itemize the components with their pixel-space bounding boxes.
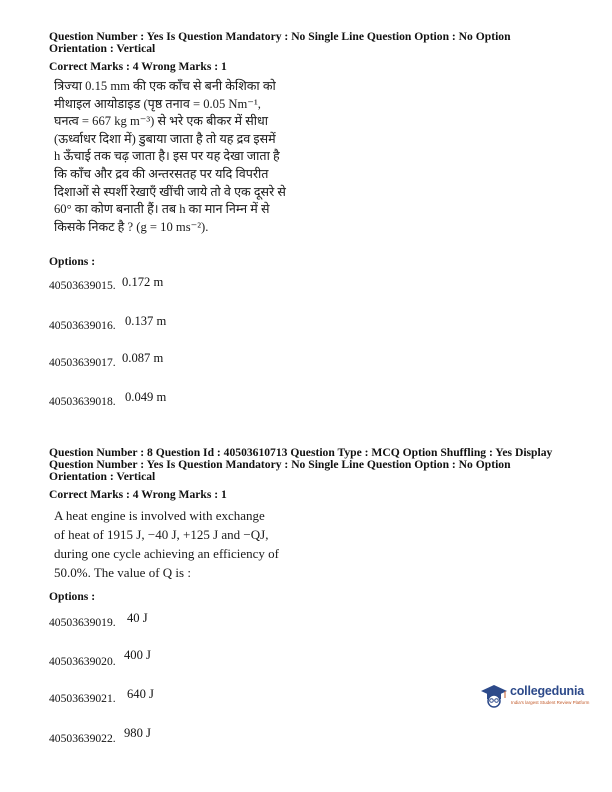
logo-tagline: India's largest Student Review Platform: [511, 700, 590, 705]
q8-text-line: during one cycle achieving an efficiency of: [54, 546, 279, 561]
q7-option-id: 40503639015.: [49, 279, 116, 292]
q8-option-value: 400 J: [124, 648, 151, 662]
q8-text-line: of heat of 1915 J, −40 J, +125 J and −QJ,: [54, 527, 269, 542]
q7-text-line: h ऊँचाई तक चढ़ जाता है। इस पर यह देखा जाता है: [54, 149, 280, 164]
q7-option-id: 40503639016.: [49, 319, 116, 332]
q7-option-id: 40503639018.: [49, 395, 116, 408]
q8-question-text: [54, 506, 279, 582]
q7-options-label: Options :: [49, 255, 96, 268]
q8-option-id: 40503639021.: [49, 692, 116, 705]
q8-options-label: Options :: [49, 590, 96, 603]
q7-text-line: 60° का कोण बनाती हैं। तब h का मान निम्न में से: [54, 202, 270, 217]
q7-text-line: (ऊर्ध्वाधर दिशा में) डुबाया जाता है तो यह द्रव इसमें: [54, 131, 276, 146]
q8-option-value: 980 J: [124, 726, 151, 740]
q7-header-line1: Question Number : Yes Is Question Mandatory : No Single Line Question Option : No Option: [49, 30, 511, 43]
q7-option-value: 0.087 m: [122, 351, 164, 365]
q7-option-id: 40503639017.: [49, 356, 116, 369]
q7-text-line: किसके निकट है ? (g = 10 ms⁻²).: [54, 219, 209, 234]
graduate-cap-icon: [480, 682, 508, 710]
q7-text-line: मीथाइल आयोडाइड (पृष्ठ तनाव = 0.05 Nm⁻¹,: [54, 96, 261, 111]
q7-text-line: दिशाओं से स्पर्शी रेखाएँ खींची जाये तो वे एक दूसरे से: [54, 184, 286, 199]
q7-text-line: घनत्व = 667 kg m⁻³) से भरे एक बीकर में सीधा: [54, 114, 268, 129]
q7-header-line2: Orientation : Vertical: [49, 42, 156, 55]
collegedunia-logo: [480, 680, 590, 716]
q7-option-value: 0.049 m: [125, 390, 167, 404]
q8-option-value: 640 J: [127, 687, 154, 701]
q8-header-line1: Question Number : 8 Question Id : 40503610713 Question Type : MCQ Option Shuffling : Yes Display: [49, 446, 553, 459]
q8-text-line: A heat engine is involved with exchange: [54, 508, 265, 523]
q7-option-value: 0.172 m: [122, 275, 164, 289]
q8-option-value: 40 J: [127, 611, 148, 625]
logo-name: collegedunia: [510, 684, 585, 698]
q7-text-line: त्रिज्या 0.15 mm की एक काँच से बनी केशिका को: [54, 79, 276, 93]
q7-marks: Correct Marks : 4 Wrong Marks : 1: [49, 60, 227, 73]
q8-header-line2: Question Number : Yes Is Question Mandatory : No Single Line Question Option : No Option: [49, 458, 511, 471]
q7-question-text: [54, 78, 286, 236]
q8-text-line: 50.0%. The value of Q is :: [54, 565, 191, 580]
q7-text-line: कि काँच और द्रव की अन्तरसतह पर यदि विपरीत: [54, 166, 269, 181]
q8-option-id: 40503639020.: [49, 655, 116, 668]
q8-option-id: 40503639019.: [49, 616, 116, 629]
q8-header-line3: Orientation : Vertical: [49, 470, 156, 483]
q8-marks: Correct Marks : 4 Wrong Marks : 1: [49, 488, 227, 501]
q7-option-value: 0.137 m: [125, 314, 167, 328]
q8-option-id: 40503639022.: [49, 732, 116, 745]
